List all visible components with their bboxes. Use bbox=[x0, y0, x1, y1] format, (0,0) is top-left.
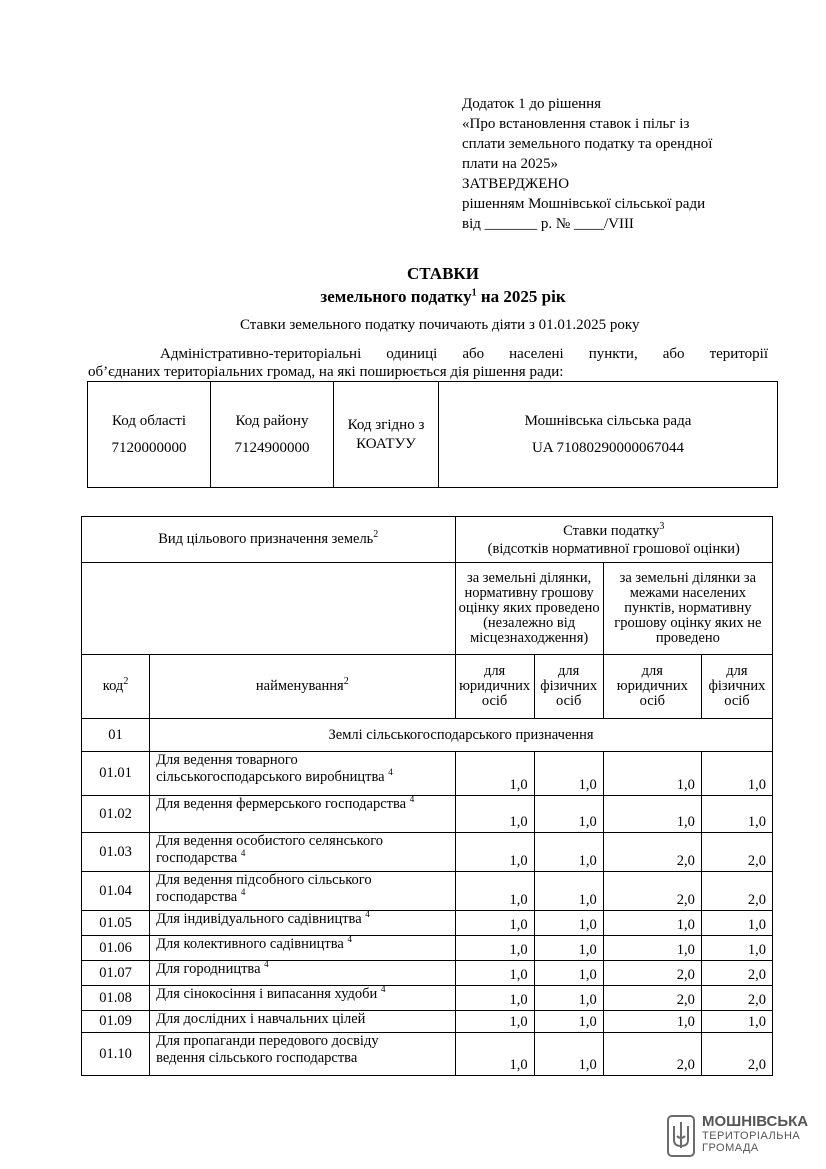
row-code: 01.08 bbox=[82, 986, 150, 1011]
rate-physical-within: 1,0 bbox=[534, 961, 603, 986]
rate-physical-outside: 1,0 bbox=[701, 796, 772, 833]
rate-legal-within: 1,0 bbox=[455, 936, 534, 961]
rate-legal-outside: 2,0 bbox=[603, 833, 701, 872]
row-name: Для сінокосіння і випасання худоби $^4$ bbox=[150, 986, 455, 1011]
row-code: 01.05 bbox=[82, 911, 150, 936]
rate-legal-outside: 2,0 bbox=[603, 872, 701, 911]
rate-legal-outside: 1,0 bbox=[603, 1011, 701, 1033]
physical-outside-header: для фізичних осіб bbox=[701, 655, 772, 719]
rate-physical-within: 1,0 bbox=[534, 796, 603, 833]
trident-emblem-icon bbox=[666, 1114, 696, 1162]
rate-legal-within: 1,0 bbox=[455, 796, 534, 833]
table-row bbox=[82, 796, 773, 833]
appendix-line: плати на 2025» bbox=[462, 156, 559, 172]
rate-legal-within: 1,0 bbox=[455, 1011, 534, 1033]
rayon-code-cell: Код району 7124900000 bbox=[211, 382, 334, 488]
rate-legal-within: 1,0 bbox=[455, 986, 534, 1011]
rate-legal-outside: 1,0 bbox=[603, 936, 701, 961]
table-row bbox=[82, 961, 773, 986]
table-row bbox=[82, 1011, 773, 1033]
row-name: Для ведення товарного сільськогосподарського виробництва $^4$ bbox=[150, 752, 455, 796]
rate-legal-within: 1,0 bbox=[455, 961, 534, 986]
appendix-line: сплати земельного податку та орендної bbox=[462, 136, 713, 152]
intro-line-2: об’єднаних територіальних громад, на які поширюється дія рішення ради: bbox=[88, 364, 564, 380]
koatuu-cell: Код згідно з КОАТУУ bbox=[334, 382, 439, 488]
rate-physical-within: 1,0 bbox=[534, 986, 603, 1011]
row-code: 01.02 bbox=[82, 796, 150, 833]
rate-physical-outside: 1,0 bbox=[701, 911, 772, 936]
document-subtitle-heading: земельного податку$^1$ на 2025 рік bbox=[320, 287, 566, 306]
appendix-line: рішенням Мошнівської сільської ради bbox=[462, 196, 706, 212]
rate-physical-outside: 2,0 bbox=[701, 833, 772, 872]
codes-table bbox=[87, 381, 778, 488]
table-row bbox=[82, 872, 773, 911]
row-code: 01.09 bbox=[82, 1011, 150, 1033]
row-name: Для городництва $^4$ bbox=[150, 961, 455, 986]
row-name: Для ведення особистого селянського господарства $^4$ bbox=[150, 833, 455, 872]
rate-legal-within: 1,0 bbox=[455, 911, 534, 936]
row-name: Для дослідних і навчальних цілей bbox=[150, 1011, 455, 1033]
row-code: 01.07 bbox=[82, 961, 150, 986]
outside-header: за земельні ділянки за межами населених пунктів, нормативну грошову оцінку яких не проведено bbox=[603, 563, 772, 655]
intro-line-1: Адміністративно-територіальні одиниці або населені пункти, або території bbox=[160, 346, 768, 362]
table-row bbox=[82, 752, 773, 796]
appendix-block bbox=[462, 94, 762, 234]
rate-physical-within: 1,0 bbox=[534, 936, 603, 961]
effective-date-text: Ставки земельного податку почичають діяти з 01.01.2025 року bbox=[240, 317, 640, 333]
rate-physical-within: 1,0 bbox=[534, 833, 603, 872]
row-name: Для колективного садівництва $^4$ bbox=[150, 936, 455, 961]
appendix-line: ЗАТВЕРДЖЕНО bbox=[462, 176, 570, 192]
row-code: 01.06 bbox=[82, 936, 150, 961]
code-header: код$^2$ bbox=[82, 655, 150, 719]
section-name: Землі сільськогосподарського призначення bbox=[150, 719, 773, 752]
logo-text: МОШНІВСЬКА ТЕРИТОРІАЛЬНА ГРОМАДА bbox=[702, 1113, 809, 1154]
within-header: за земельні ділянки, нормативну грошову оцінку яких проведено (незалежно від місцезнаходження) bbox=[455, 563, 603, 655]
row-name: Для ведення фермерського господарства $^4$ bbox=[150, 796, 455, 833]
tax-rates-table bbox=[81, 516, 773, 1076]
rate-physical-within: 1,0 bbox=[534, 872, 603, 911]
table-row bbox=[82, 936, 773, 961]
legal-within-header: для юридичних осіб bbox=[455, 655, 534, 719]
rate-legal-outside: 1,0 bbox=[603, 752, 701, 796]
oblast-code-cell: Код області 7120000000 bbox=[88, 382, 211, 488]
rate-legal-within: 1,0 bbox=[455, 1033, 534, 1076]
rate-legal-outside: 1,0 bbox=[603, 911, 701, 936]
row-code: 01.10 bbox=[82, 1033, 150, 1076]
rate-physical-outside: 1,0 bbox=[701, 936, 772, 961]
document-title: СТАВКИ bbox=[407, 264, 479, 283]
rates-header: Ставки податку$^3$ (відсотків нормативної грошової оцінки) bbox=[455, 517, 772, 563]
community-logo bbox=[666, 1114, 816, 1164]
row-name: Для індивідуального садівництва $^4$ bbox=[150, 911, 455, 936]
rate-physical-within: 1,0 bbox=[534, 752, 603, 796]
purpose-header: Вид цільового призначення земель$^2$ bbox=[82, 517, 456, 563]
intro-paragraph bbox=[88, 345, 768, 381]
appendix-line: Додаток 1 до рішення bbox=[462, 96, 602, 112]
rate-physical-outside: 2,0 bbox=[701, 961, 772, 986]
rate-legal-outside: 2,0 bbox=[603, 961, 701, 986]
rate-physical-within: 1,0 bbox=[534, 1011, 603, 1033]
row-code: 01.03 bbox=[82, 833, 150, 872]
rate-legal-within: 1,0 bbox=[455, 833, 534, 872]
table-row bbox=[82, 911, 773, 936]
rate-legal-outside: 1,0 bbox=[603, 796, 701, 833]
rate-physical-within: 1,0 bbox=[534, 911, 603, 936]
rate-legal-within: 1,0 bbox=[455, 872, 534, 911]
table-row bbox=[82, 1033, 773, 1076]
table-row bbox=[82, 986, 773, 1011]
rate-legal-outside: 2,0 bbox=[603, 986, 701, 1011]
rate-physical-outside: 2,0 bbox=[701, 986, 772, 1011]
legal-outside-header: для юридичних осіб bbox=[603, 655, 701, 719]
row-code: 01.01 bbox=[82, 752, 150, 796]
rate-physical-outside: 2,0 bbox=[701, 1033, 772, 1076]
rate-physical-outside: 1,0 bbox=[701, 1011, 772, 1033]
appendix-line: від _______ р. № ____/VIII bbox=[462, 216, 634, 232]
empty-header-cell bbox=[82, 563, 456, 655]
row-name: Для пропаганди передового досвіду ведення сільського господарства bbox=[150, 1033, 455, 1076]
appendix-line: «Про встановлення ставок і пільг із bbox=[462, 116, 690, 132]
rate-physical-outside: 2,0 bbox=[701, 872, 772, 911]
council-cell: Мошнівська сільська рада UA 71080290000067044 bbox=[439, 382, 778, 488]
row-name: Для ведення підсобного сільського господарства $^4$ bbox=[150, 872, 455, 911]
name-header: найменування$^2$ bbox=[150, 655, 455, 719]
section-code: 01 bbox=[82, 719, 150, 752]
rate-legal-within: 1,0 bbox=[455, 752, 534, 796]
row-code: 01.04 bbox=[82, 872, 150, 911]
table-row bbox=[82, 833, 773, 872]
rate-physical-within: 1,0 bbox=[534, 1033, 603, 1076]
rate-physical-outside: 1,0 bbox=[701, 752, 772, 796]
table-body bbox=[82, 752, 773, 1076]
physical-within-header: для фізичних осіб bbox=[534, 655, 603, 719]
rate-legal-outside: 2,0 bbox=[603, 1033, 701, 1076]
